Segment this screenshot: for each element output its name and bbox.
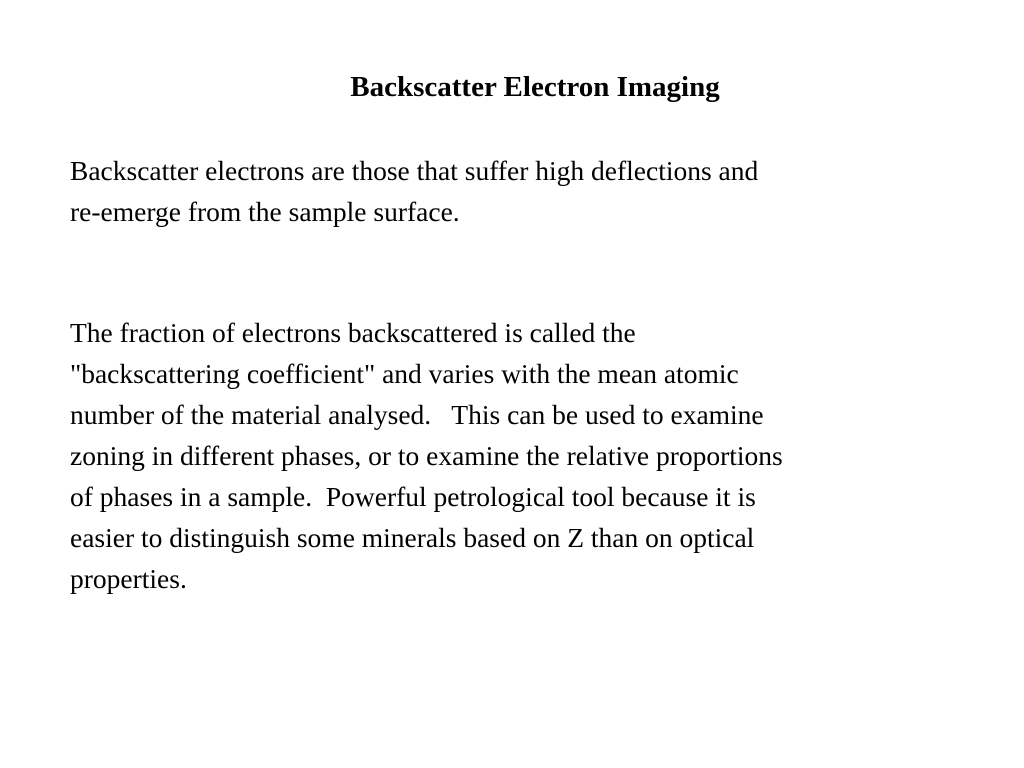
paragraph-line: Backscatter electrons are those that suffer high deflections and [70, 155, 759, 186]
paragraph-line: properties. [70, 563, 187, 594]
paragraph-line: of phases in a sample. Powerful petrological tool because it is [70, 481, 756, 512]
paragraph-coefficient [70, 312, 970, 599]
paragraph-line: easier to distinguish some minerals based on Z than on optical [70, 522, 755, 553]
paragraph-line: "backscattering coefficient" and varies with the mean atomic [70, 358, 739, 389]
paragraph-line: number of the material analysed. This can be used to examine [70, 399, 764, 430]
paragraph-line: The fraction of electrons backscattered is called the [70, 317, 636, 348]
paragraph-line: re-emerge from the sample surface. [70, 196, 460, 227]
paragraph-line: zoning in different phases, or to examine the relative proportions [70, 440, 783, 471]
paragraph-definition [70, 150, 970, 232]
slide-title: Backscatter Electron Imaging [350, 71, 720, 103]
